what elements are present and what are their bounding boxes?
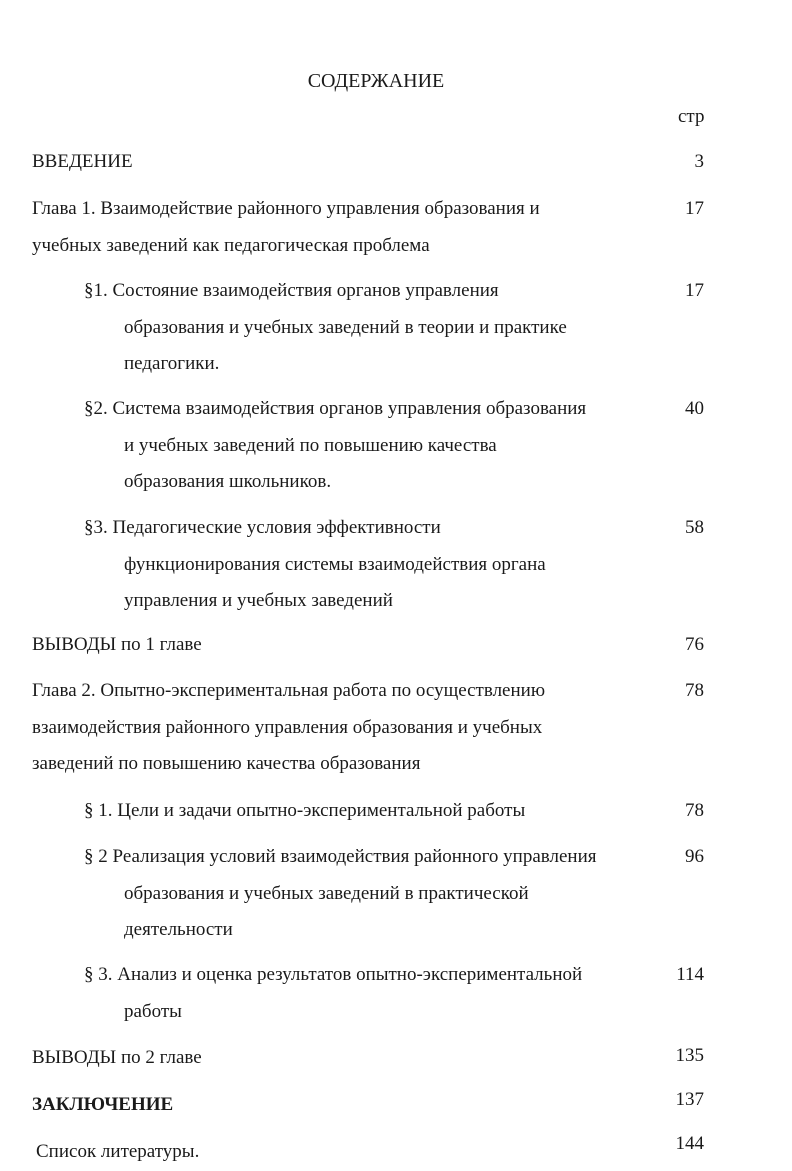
toc-entry-text <box>32 1087 173 1124</box>
toc-line: § 3. Анализ и оценка результатов опытно-экспериментальной <box>84 964 583 985</box>
toc-entry-text <box>84 391 586 501</box>
toc-line: заведений по повышению качества образования <box>32 753 421 774</box>
toc-page-number: 3 <box>694 151 704 172</box>
toc-page-number: 78 <box>685 680 704 701</box>
toc-line: § 2 Реализация условий взаимодействия районного управления <box>84 846 597 867</box>
toc-line: ЗАКЛЮЧЕНИЕ <box>32 1094 174 1115</box>
toc-page-number: 76 <box>685 634 704 655</box>
toc-entry-text <box>32 1040 202 1077</box>
toc-line: §1. Состояние взаимодействия органов управления <box>84 280 499 301</box>
toc-line: § 1. Цели и задачи опытно-экспериментальной работы <box>84 800 526 821</box>
toc-line: функционирования системы взаимодействия органа <box>124 553 546 575</box>
toc-page-number: 114 <box>676 964 704 985</box>
toc-entry-text <box>32 627 202 664</box>
toc-entry-text <box>32 144 133 181</box>
page-title: СОДЕРЖАНИЕ <box>307 70 445 92</box>
toc-page-number: 17 <box>685 280 704 301</box>
toc-line: взаимодействия районного управления образования и учебных <box>32 716 543 738</box>
toc-line: ВЫВОДЫ по 2 главе <box>32 1047 202 1068</box>
toc-page-number: 40 <box>685 398 704 419</box>
toc-entry-text <box>32 673 545 783</box>
toc-line: и учебных заведений по повышению качества <box>124 434 497 456</box>
toc-entry-text <box>84 273 567 383</box>
toc-entry-text <box>84 839 596 949</box>
toc-line: ВЫВОДЫ по 1 главе <box>32 634 202 655</box>
toc-page-number: 78 <box>685 800 704 821</box>
toc-line: ВВЕДЕНИЕ <box>32 151 133 172</box>
toc-line: управления и учебных заведений <box>124 590 393 611</box>
toc-line: образования и учебных заведений в теории и практике <box>124 316 567 338</box>
toc-page-number: 144 <box>675 1133 704 1154</box>
toc-entry-text <box>84 793 525 830</box>
toc-line: Глава 1. Взаимодействие районного управления образования и <box>32 198 540 219</box>
toc-line: Список литературы. <box>36 1141 200 1162</box>
toc-line: §2. Система взаимодействия органов управления образования <box>84 398 587 419</box>
toc-entry-text <box>84 510 546 620</box>
pages-column-label: стр <box>678 106 705 127</box>
toc-page-number: 137 <box>675 1089 704 1110</box>
toc-line: учебных заведений как педагогическая проблема <box>32 234 430 256</box>
toc-entry-text <box>36 1134 199 1171</box>
toc-entry-text <box>32 191 540 264</box>
toc-line: деятельности <box>124 919 233 940</box>
toc-page-number: 58 <box>685 517 704 538</box>
toc-entry-text <box>84 957 582 1030</box>
toc-line: Глава 2. Опытно-экспериментальная работа по осуществлению <box>32 680 546 701</box>
toc-page-number: 96 <box>685 846 704 867</box>
toc-line: §3. Педагогические условия эффективности <box>84 517 441 538</box>
toc-page-number: 135 <box>675 1045 704 1066</box>
toc-page-number: 17 <box>685 198 704 219</box>
toc-line: педагогики. <box>124 353 220 374</box>
toc-line: работы <box>124 1000 182 1022</box>
toc-line: образования и учебных заведений в практической <box>124 882 529 904</box>
toc-line: образования школьников. <box>124 471 332 492</box>
